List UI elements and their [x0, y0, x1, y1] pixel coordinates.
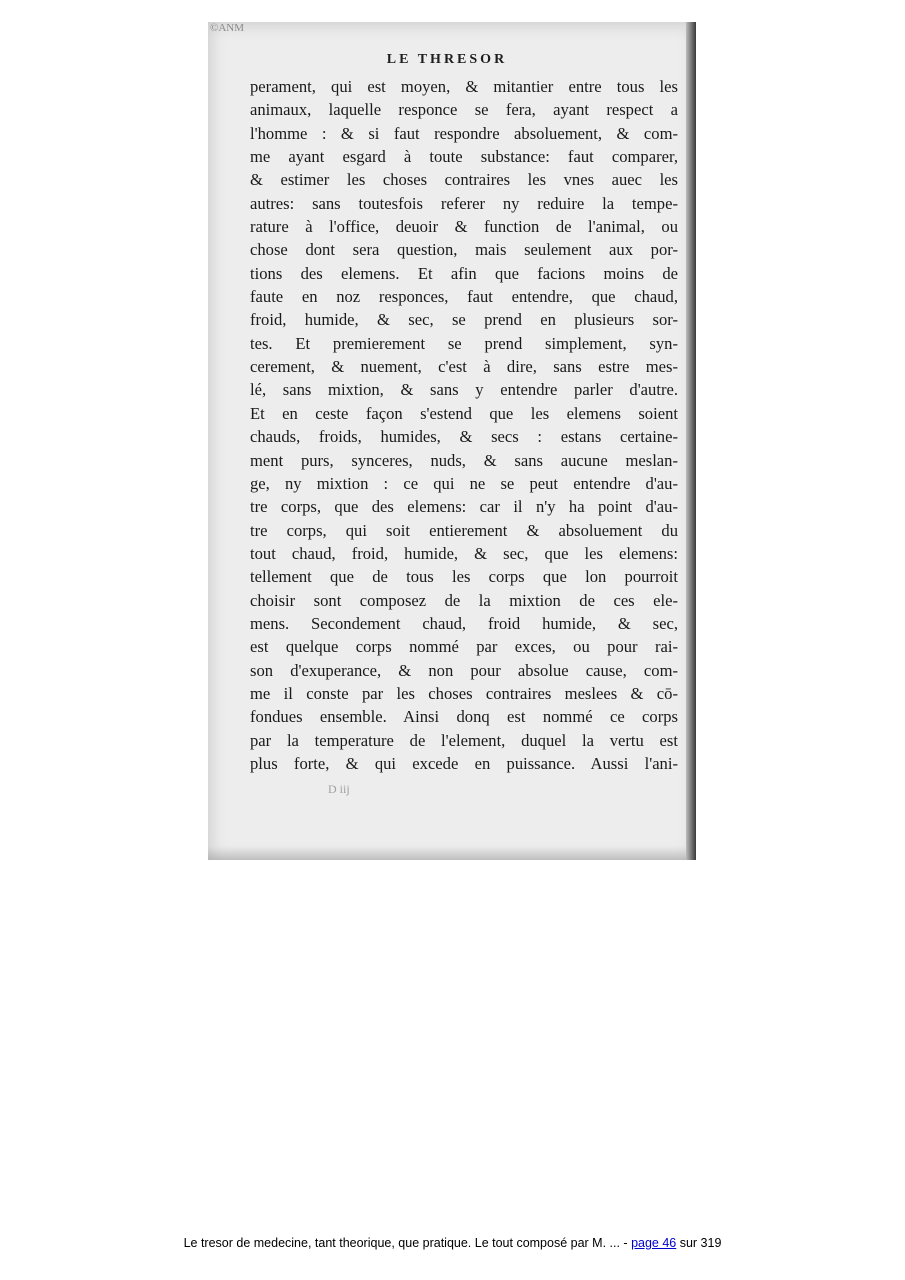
text-line: lé, sans mixtion, & sans y entendre parler d'autre. [250, 380, 678, 400]
text-line: perament, qui est moyen, & mitantier entre tous les [250, 77, 678, 96]
text-line: tre corps, qui soit entierement & absoluement du [250, 520, 678, 540]
text-line: plus forte, & qui excede en puissance. Aussi l'ani- [250, 753, 678, 773]
footer-page-count: sur 319 [676, 1236, 722, 1250]
text-line: autres: sans toutesfois referer ny reduire la tempe- [250, 193, 678, 213]
footer-title: Le tresor de medecine, tant theorique, que pratique. Le tout composé par M. ... - [183, 1236, 632, 1250]
text-line: tes. Et premierement se prend simplement, syn- [250, 333, 678, 353]
page-text [250, 75, 678, 775]
text-line: l'homme : & si faut respondre absoluement, & com- [250, 123, 678, 143]
text-line: chose dont sera question, mais seulement aux por- [250, 240, 678, 260]
page-scan [208, 22, 696, 860]
text-line: tre corps, que des elemens: car il n'y ha point d'au- [250, 497, 678, 517]
text-line: me ayant esgard à toute substance: faut comparer, [250, 147, 678, 167]
text-line: fondues ensemble. Ainsi donq est nommé ce corps [250, 707, 678, 727]
text-line: mens. Secondement chaud, froid humide, & sec, [250, 613, 678, 633]
text-line: me il conste par les choses contraires meslees & cō- [250, 683, 678, 703]
text-line: rature à l'office, deuoir & function de l'animal, ou [250, 217, 678, 237]
running-head: LE THRESOR [386, 52, 508, 67]
text-line: & estimer les choses contraires les vnes auec les [250, 170, 678, 190]
text-line: ge, ny mixtion : ce qui ne se peut entendre d'au- [250, 473, 678, 493]
text-line: faute en noz responces, faut entendre, que chaud, [250, 287, 678, 307]
text-line: par la temperature de l'element, duquel la vertu est [250, 730, 678, 750]
watermark: ©ANM [210, 22, 245, 34]
text-line: choisir sont composez de la mixtion de ces ele- [250, 590, 678, 610]
text-line: est quelque corps nommé par exces, ou pour rai- [250, 637, 678, 657]
text-line: tions des elemens. Et afin que facions moins de [250, 263, 678, 283]
book-binding-shadow [686, 22, 696, 860]
text-line: chauds, froids, humides, & secs : estans certaine- [250, 427, 678, 447]
text-line: tout chaud, froid, humide, & sec, que les elemens: [250, 543, 678, 563]
text-line: cerement, & nuement, c'est à dire, sans estre mes- [250, 357, 678, 377]
text-line: froid, humide, & sec, se prend en plusieurs sor- [250, 310, 678, 330]
text-line: ment purs, synceres, nuds, & sans aucune meslan- [250, 450, 678, 470]
page-bottom-shadow [208, 846, 696, 860]
page-link[interactable]: page 46 [631, 1236, 677, 1250]
text-line: son d'exuperance, & non pour absolue cause, com- [250, 660, 678, 680]
text-line: Et en ceste façon s'estend que les elemens soient [250, 403, 678, 423]
catchword: D iij [328, 782, 350, 796]
text-line: tellement que de tous les corps que lon pourroit [250, 567, 678, 587]
footer-caption [0, 1236, 905, 1250]
text-line: animaux, laquelle responce se fera, ayant respect a [250, 100, 678, 120]
